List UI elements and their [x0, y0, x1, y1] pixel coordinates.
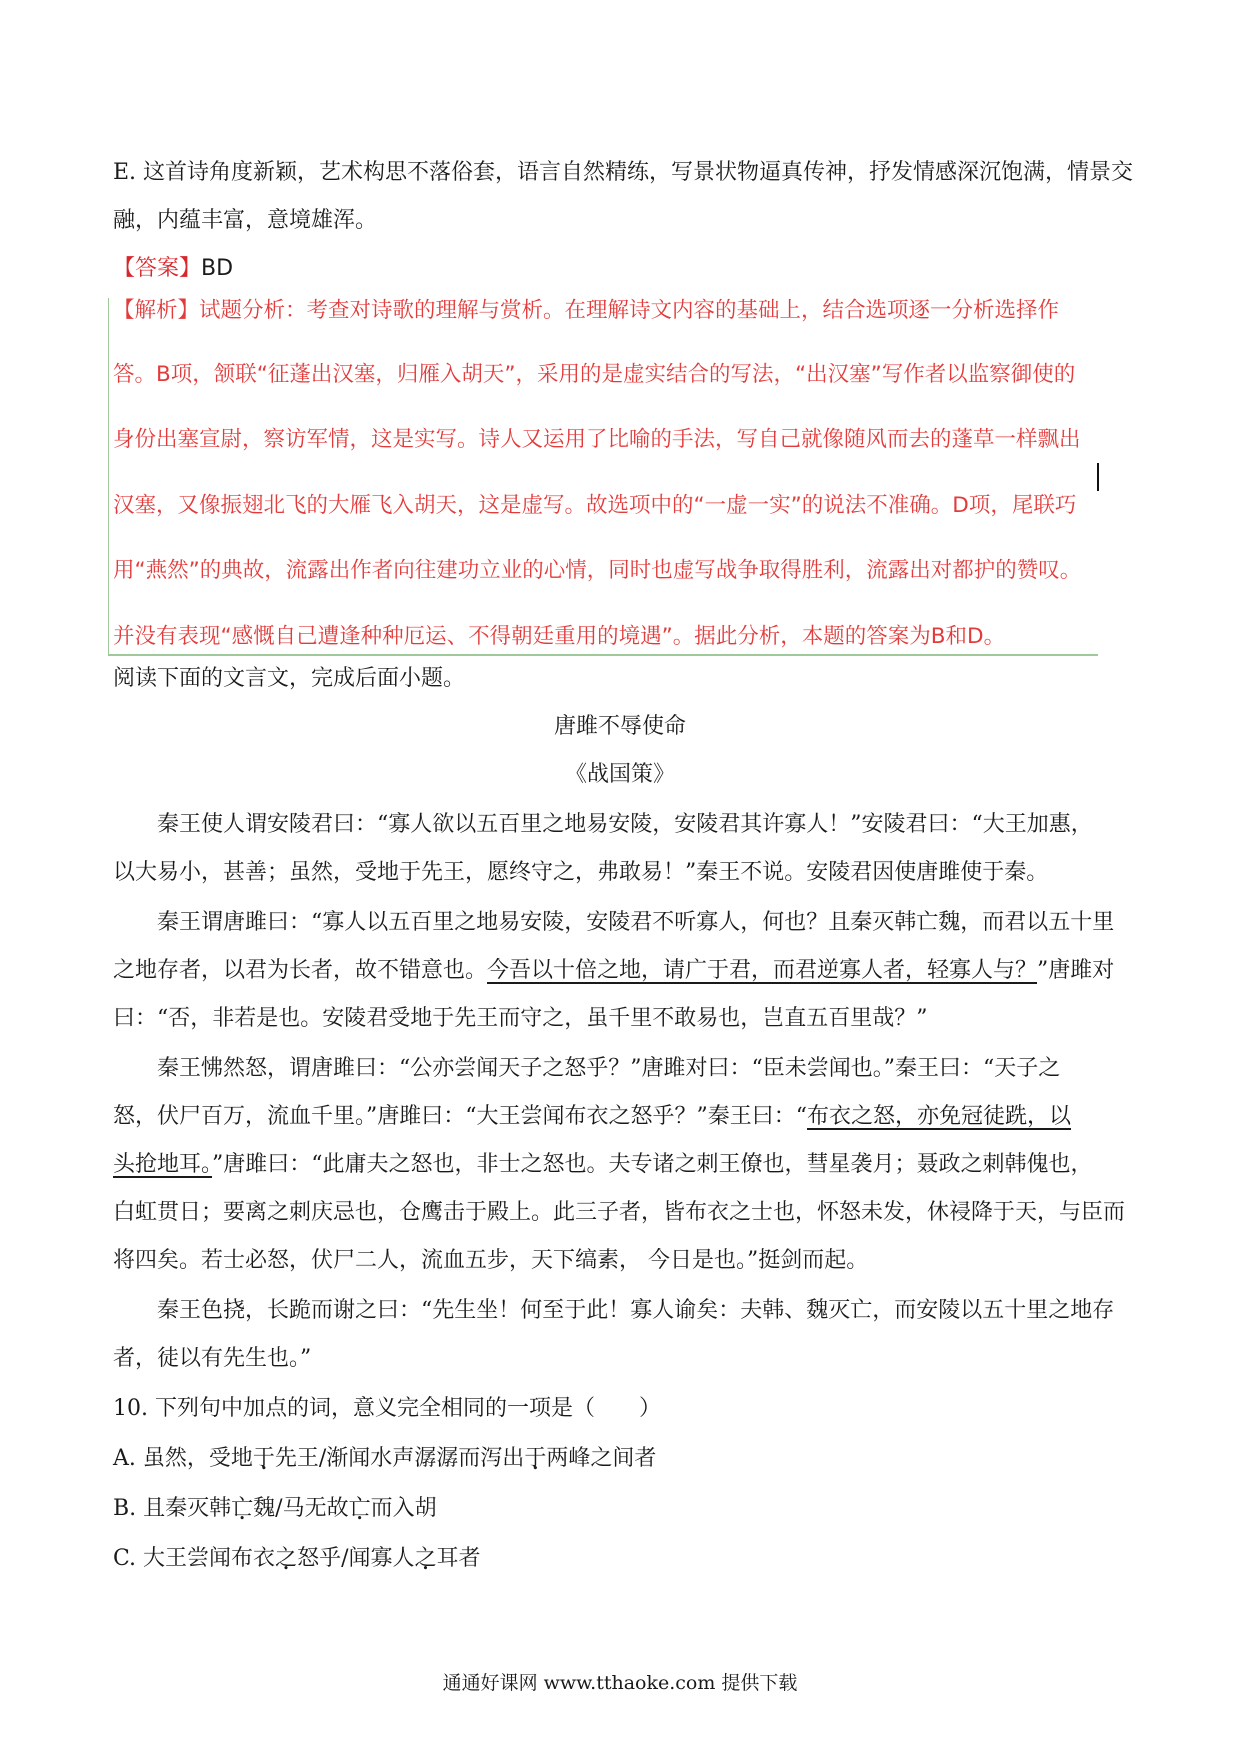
passage-title: 唐雎不辱使命	[553, 714, 686, 739]
analysis-line-5: 用“燕然”的典故，流露出作者向往建功立业的心情，同时也虚写战争取得胜利，流露出对都护的赞叹。	[113, 558, 1082, 583]
p4-line-1: 秦王色挠，长跪而谢之曰：“先生坐！何至于此！寡人谕矣：夫韩、魏灭亡，而安陵以五十里之地存	[157, 1298, 1115, 1323]
option-a-dotted-word-1: 于	[252, 1446, 275, 1471]
p3-underlined-part-2: 头抢地耳。	[113, 1152, 213, 1177]
analysis-line-6: 并没有表现“感慨自己遭逢种种厄运、不得朝廷重用的境遇”。据此分析，本题的答案为B和D。	[113, 624, 1006, 649]
analysis-line-4: 汉塞，又像振翅北飞的大雁飞入胡天，这是虚写。故选项中的“一虚一实”的说法不准确。D项，尾联巧	[113, 493, 1077, 518]
p1-line-1: 秦王使人谓安陵君曰：“寡人欲以五百里之地易安陵，安陵君其许寡人！”安陵君曰：“大王加惠，	[157, 812, 1093, 837]
p3-line-2-pre: 怒，伏尸百万，流血千里。”唐雎曰：“大王尝闻布衣之怒乎？”秦王曰：“	[113, 1104, 807, 1129]
p2-line-1: 秦王谓唐雎曰：“寡人以五百里之地易安陵，安陵君不听寡人，何也？且秦灭韩亡魏，而君以五十里	[157, 910, 1115, 935]
option-a-text-2: 先王/渐闻水声潺潺而泻出	[274, 1446, 525, 1471]
option-b-dotted-word-1: 亡	[231, 1496, 254, 1521]
p2-line-2	[113, 956, 1114, 986]
option-c	[113, 1544, 481, 1574]
option-a-text-1: A. 虽然，受地	[113, 1446, 253, 1471]
p3-line-5: 将四矣。若士必怒，伏尸二人，流血五步，天下缟素， 今日是也。”挺剑而起。	[113, 1248, 869, 1273]
question-stem: 10. 下列句中加点的词，意义完全相同的一项是（ ）	[113, 1396, 661, 1421]
option-b	[113, 1494, 437, 1524]
answer-row	[113, 254, 233, 284]
text-cursor	[1097, 463, 1099, 491]
option-a-text-3: 两峰之间者	[546, 1446, 657, 1471]
p3-line-4: 白虹贯日；要离之刺庆忌也，仓鹰击于殿上。此三子者，皆布衣之士也，怀怒未发，休祲降于天，与臣而	[113, 1200, 1126, 1225]
p3-line-3-post: ”唐雎曰：“此庸夫之怒也，非士之怒也。夫专诸之刺王僚也，彗星袭月；聂政之刺韩傀也，	[212, 1152, 1093, 1177]
p2-line-2-pre: 之地存者，以君为长者，故不错意也。	[113, 958, 488, 983]
p4-line-2: 者，徒以有先生也。”	[113, 1346, 312, 1371]
p2-line-2-post: ”唐雎对	[1037, 958, 1115, 983]
option-e-line-2: 融，内蕴丰富，意境雄浑。	[113, 208, 378, 233]
option-b-dotted-word-2: 亡	[348, 1496, 371, 1521]
analysis-line-3: 身份出塞宣尉，察访军情，这是实写。诗人又运用了比喻的手法，写自己就像随风而去的蓬草一样飘出	[113, 427, 1081, 452]
analysis-box	[108, 298, 1098, 656]
option-e-line-1: E. 这首诗角度新颖，艺术构思不落俗套，语言自然精练，写景状物逼真传神，抒发情感深沉饱满，情景交	[113, 160, 1134, 185]
option-b-text-2: 魏/马无故	[253, 1496, 349, 1521]
option-c-text-1: C. 大王尝闻布衣	[113, 1546, 276, 1571]
option-b-text-1: B. 且秦灭韩	[113, 1496, 232, 1521]
p2-line-3: 曰：“否，非若是也。安陵君受地于先王而守之，虽千里不敢易也，岂直五百里哉？”	[113, 1006, 928, 1031]
analysis-line-1: 【解析】试题分析：考查对诗歌的理解与赏析。在理解诗文内容的基础上，结合选项逐一分析选择作	[113, 298, 1060, 323]
option-c-text-3: 耳者	[436, 1546, 481, 1571]
option-c-text-2: 怒乎/闻寡人	[297, 1546, 415, 1571]
reading-instruction: 阅读下面的文言文，完成后面小题。	[113, 666, 466, 691]
option-c-dotted-word-2: 之	[414, 1546, 437, 1571]
option-a-dotted-word-2: 于	[524, 1446, 547, 1471]
p2-underlined-sentence: 今吾以十倍之地，请广于君，而君逆寡人者，轻寡人与？	[487, 958, 1038, 983]
option-c-dotted-word-1: 之	[275, 1546, 298, 1571]
answer-label: 【答案】	[113, 256, 202, 281]
page-footer: 通通好课网 www.tthaoke.com 提供下载	[442, 1672, 798, 1694]
p3-line-1: 秦王怫然怒，谓唐雎曰：“公亦尝闻天子之怒乎？”唐雎对曰：“臣未尝闻也。”秦王曰：“天子之	[157, 1056, 1061, 1081]
option-a	[113, 1444, 656, 1474]
p3-line-3	[113, 1150, 1093, 1180]
passage-source: 《战国策》	[564, 762, 675, 787]
analysis-line-2: 答。B项，颔联“征蓬出汉塞，归雁入胡天”，采用的是虚实结合的写法，“出汉塞”写作者以监察御使的	[113, 362, 1076, 387]
p3-underlined-part-1: 布衣之怒，亦免冠徒跣，以	[807, 1104, 1072, 1129]
p3-line-2	[113, 1102, 1071, 1132]
option-b-text-3: 而入胡	[370, 1496, 437, 1521]
answer-value: BD	[201, 256, 234, 281]
p1-line-2: 以大易小，甚善；虽然，受地于先王，愿终守之，弗敢易！”秦王不说。安陵君因使唐雎使于秦。	[113, 860, 1049, 885]
